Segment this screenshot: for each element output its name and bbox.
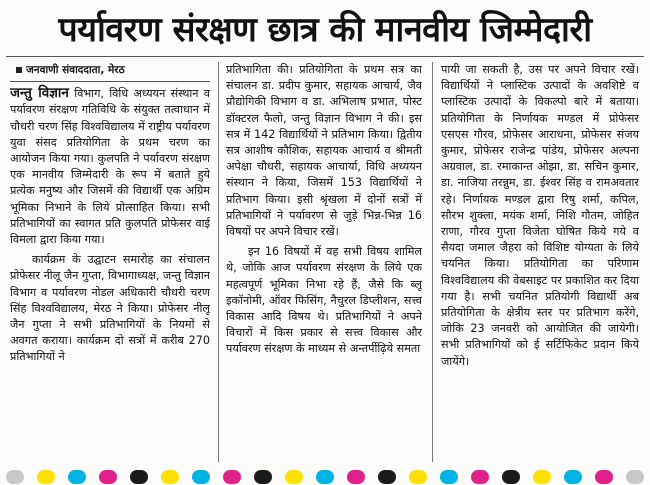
- article-column-2: [226, 62, 422, 467]
- color-swatch: [378, 470, 396, 484]
- color-swatch: [440, 470, 458, 484]
- color-swatch: [347, 470, 365, 484]
- color-swatch: [223, 470, 241, 484]
- color-swatch: [564, 470, 582, 484]
- lead-word: जन्तु विज्ञान: [10, 85, 69, 102]
- color-swatch: [254, 470, 272, 484]
- color-swatch: [37, 470, 55, 484]
- paragraph: इन 16 विषयों में वह सभी विषय शामिल थे, जोकि आज पर्यावरण संरक्षण के लिये एक महत्वपूर्ण भूमिका निभा रहे हैं, जैसे कि ब्लू इकॉनोमी, ऑवर फिसिंग, नैचुरल डिप्लीशन, सत्त्व विकास आदि विषय थे। प्रतिभागियों ने अपने विचारों में किस प्रकार से सत्त्व विकास और पर्यावरण संरक्षण के माध्यम से अन्तर्पीढ़िये समता: [226, 245, 422, 356]
- article-column-1: [10, 62, 210, 467]
- paragraph: प्रतिभागिता की। प्रतियोगिता के प्रथम सत्र का संचालन डा. प्रदीप कुमार, सहायक आचार्य, जैव प्रौद्योगिकी विभाग व डा. अभिलाष प्रभात, पोस्ट डॉक्टरल फैलो, जन्तु विज्ञान विभाग ने की। इस सत्र में 142 विद्यार्थियों ने प्रतिभाग किया। द्वितीय सत्र आशीष कौशिक, सहायक आचार्य व श्रीमती अपेक्षा चौधरी, सहायक आचार्या, विधि अध्ययन संस्थान ने किया, जिसमें 153 विद्यार्थियों ने प्रतिभाग किया। इसी श्रृंखला में दोनों सत्रों में प्रतिभागियों ने पर्यावरण से जुड़े भिन्न-भिन्न 16 विषयों पर अपने विचार रखें।: [226, 63, 422, 239]
- color-swatch: [285, 470, 303, 484]
- color-swatch: [471, 470, 489, 484]
- color-swatch: [6, 470, 24, 484]
- paragraph: कार्यक्रम के उद्घाटन समारोह का संचालन प्रोफेसर नीलू जैन गुप्ता, विभागाध्यक्ष, जन्तु विज्ञान विभाग व पर्यावरण नोडल अधिकारी चौधरी चरण सिंह विश्वविद्यालय, मेरठ ने किया। प्रोफेसर नीलू जैन गुप्ता ने सभी प्रतिभागियों के नियमों से अवगत कराया। कार्यक्रम दो सत्रों में करीब 270 प्रतिभागियों ने: [10, 253, 210, 364]
- column-divider: [432, 62, 433, 462]
- paragraph-text: विभाग, विधि अध्ययन संस्थान व पर्यावरण संरक्षण गतिविधि के संयुक्त तत्वाधान में चौधरी चरण सिंह विश्वविद्यालय में राष्ट्रीय पर्यावरण युवा संसद प्रतियोगिता के प्रथम चरण का आयोजन किया गया। कुलपति ने पर्यावरण संरक्षण एक मानवीय जिम्मेदारी के रूप में बताते हुये प्रत्येक मनुष्य और जिसमें की विद्यार्थी एक अग्रिम भूमिका निभाने के लिये प्रोत्साहित किया। सभी प्रतिभागियों का स्वागत प्रति कुलपति प्रोफेसर वाई विमला द्वारा किया गया।: [10, 87, 210, 247]
- color-swatch: [533, 470, 551, 484]
- byline: [16, 62, 210, 78]
- color-swatch: [595, 470, 613, 484]
- byline-divider: [10, 81, 210, 82]
- column-divider: [218, 62, 219, 462]
- color-swatch: [68, 470, 86, 484]
- color-swatch: [99, 470, 117, 484]
- headline-divider: [6, 56, 644, 57]
- square-bullet-icon: [16, 67, 22, 73]
- article-headline: पर्यावरण संरक्षण छात्र की मानवीय जिम्मेदारी: [58, 10, 592, 50]
- article-column-3: [441, 62, 639, 467]
- paragraph: पायी जा सकती है, उस पर अपने विचार रखें। विद्यार्थियों ने प्लास्टिक उत्पादों के अवशिष्टे व प्लास्टिक उत्पादों के विकल्पो बारे में बताया। प्रतियोगिता के निर्णायक मण्डल में प्रोफेसर एसएस गौरव, प्रोफेसर आराधना, प्रोफेसर संजय कुमार, प्रोफेसर राजेन्द्र पांडेय, प्रोफेसर अल्पना अग्रवाल, डा. रमाकान्त ओझा, डा. सचिन कुमार, डा. नाजिया तरन्नुम, डा. ईश्वर सिंह व रामअवतार रहे। निर्णायक मण्डल द्वारा रिषु शर्मा, कपिल, सौरभ शुक्ला, मयंक शर्मा, निशि गौतम, जोहित राणा, गौरव गुप्ता विजेता घोषित किये गये व सैयदा जमाल जैहरा को विशिष्ट योग्यता के लिये चयनित किया। प्रतियोगिता का परिणाम विश्वविद्यालय की वेबसाइट पर प्रकाशित कर दिया गया है। सभी चयनित प्रतियोगी विद्यार्थी अब प्रतियोगिता के क्षेत्रीय स्तर पर प्रतिभाग करेंगे, जोकि 23 जनवरी को आयोजित की जायेगी। सभी प्रतिभागियों को ई सर्टिफिकेट प्रदान किये जायेंगे।: [441, 63, 639, 368]
- byline-text: जनवाणी संवाददाता, मेरठ: [26, 64, 125, 76]
- color-swatch: [130, 470, 148, 484]
- paragraph: [10, 85, 210, 248]
- color-swatch: [409, 470, 427, 484]
- color-swatch: [161, 470, 179, 484]
- color-swatch: [316, 470, 334, 484]
- color-swatch: [502, 470, 520, 484]
- print-color-bar: [0, 469, 650, 485]
- color-swatch: [192, 470, 210, 484]
- color-swatch: [626, 470, 644, 484]
